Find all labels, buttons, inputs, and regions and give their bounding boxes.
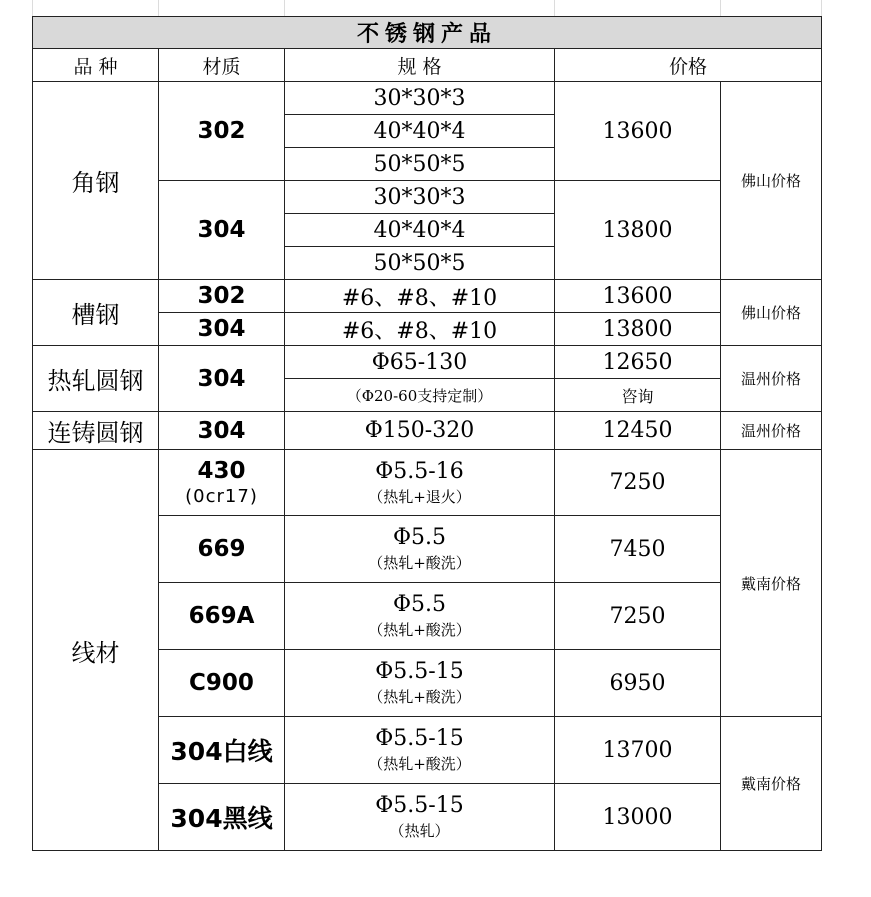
spec-process: （热轧+退火） — [368, 487, 471, 506]
spec-process: （热轧+酸洗） — [368, 755, 471, 773]
stainless-steel-price-table — [32, 16, 822, 851]
inquiry-note: 咨询 — [555, 379, 721, 412]
material-cell — [159, 450, 285, 516]
material-cell: 304 — [159, 181, 285, 280]
price-cell: 6950 — [555, 650, 721, 717]
material-cell: 304 — [159, 313, 285, 346]
spec-size: Φ5.5-15 — [375, 659, 464, 684]
spec-cell — [285, 784, 555, 851]
material-cell: 669 — [159, 516, 285, 583]
price-cell: 12650 — [555, 346, 721, 379]
price-cell: 13700 — [555, 717, 721, 784]
table-title: 不锈钢产品 — [33, 17, 822, 49]
category-continuous-cast-round: 连铸圆钢 — [33, 412, 159, 450]
gridline — [720, 0, 721, 16]
material-cell: 304黑线 — [159, 784, 285, 851]
spec-process: （热轧+酸洗） — [368, 688, 471, 706]
price-cell: 13600 — [555, 280, 721, 313]
region-label: 温州价格 — [721, 346, 822, 412]
spec-size: Φ5.5-15 — [375, 793, 464, 818]
custom-size-note: （Φ20-60支持定制） — [285, 379, 555, 412]
gridline — [32, 0, 33, 16]
price-cell: 7250 — [555, 450, 721, 516]
spec-cell — [285, 450, 555, 516]
price-cell: 7250 — [555, 583, 721, 650]
spec-size: Φ5.5 — [392, 525, 447, 550]
spec-cell: Φ150-320 — [285, 412, 555, 450]
spec-cell: Φ65-130 — [285, 346, 555, 379]
category-angle-steel: 角钢 — [33, 82, 159, 280]
header-category: 品 种 — [33, 49, 159, 82]
material-grade: (0cr17) — [185, 486, 258, 507]
header-price: 价格 — [555, 49, 822, 82]
price-cell: 13800 — [555, 181, 721, 280]
gridline — [158, 0, 159, 16]
spec-cell — [285, 650, 555, 717]
price-cell: 12450 — [555, 412, 721, 450]
material-cell: 304白线 — [159, 717, 285, 784]
gridline — [821, 0, 822, 16]
material-cell: C900 — [159, 650, 285, 717]
spec-cell — [285, 516, 555, 583]
region-label: 佛山价格 — [721, 82, 822, 280]
gridline — [554, 0, 555, 16]
spec-cell: 50*50*5 — [285, 148, 555, 181]
gridline — [284, 0, 285, 16]
price-cell: 13600 — [555, 82, 721, 181]
spec-process: （热轧） — [389, 822, 450, 840]
spec-size: Φ5.5 — [392, 592, 447, 617]
material-cell: 304 — [159, 412, 285, 450]
price-cell: 13000 — [555, 784, 721, 851]
spec-size: Φ5.5-15 — [375, 726, 464, 751]
spec-cell: #6、#8、#10 — [285, 313, 555, 346]
spec-cell: 40*40*4 — [285, 115, 555, 148]
category-wire-rod: 线材 — [33, 450, 159, 851]
spec-cell — [285, 717, 555, 784]
category-hot-rolled-round: 热轧圆钢 — [33, 346, 159, 412]
spec-cell: #6、#8、#10 — [285, 280, 555, 313]
spec-cell — [285, 583, 555, 650]
material-cell: 304 — [159, 346, 285, 412]
spec-cell: 50*50*5 — [285, 247, 555, 280]
region-label: 戴南价格 — [721, 450, 822, 717]
category-channel-steel: 槽钢 — [33, 280, 159, 346]
material-cell: 669A — [159, 583, 285, 650]
region-label: 戴南价格 — [721, 717, 822, 851]
spec-process: （热轧+酸洗） — [368, 621, 471, 639]
material-cell: 302 — [159, 82, 285, 181]
price-cell: 13800 — [555, 313, 721, 346]
material-cell: 302 — [159, 280, 285, 313]
header-material: 材质 — [159, 49, 285, 82]
region-label: 温州价格 — [721, 412, 822, 450]
material-name: 430 — [197, 458, 246, 484]
spec-size: Φ5.5-16 — [375, 458, 464, 484]
spec-cell: 30*30*3 — [285, 82, 555, 115]
spec-cell: 40*40*4 — [285, 214, 555, 247]
price-cell: 7450 — [555, 516, 721, 583]
region-label: 佛山价格 — [721, 280, 822, 346]
header-spec: 规 格 — [285, 49, 555, 82]
spec-process: （热轧+酸洗） — [368, 554, 471, 572]
spec-cell: 30*30*3 — [285, 181, 555, 214]
